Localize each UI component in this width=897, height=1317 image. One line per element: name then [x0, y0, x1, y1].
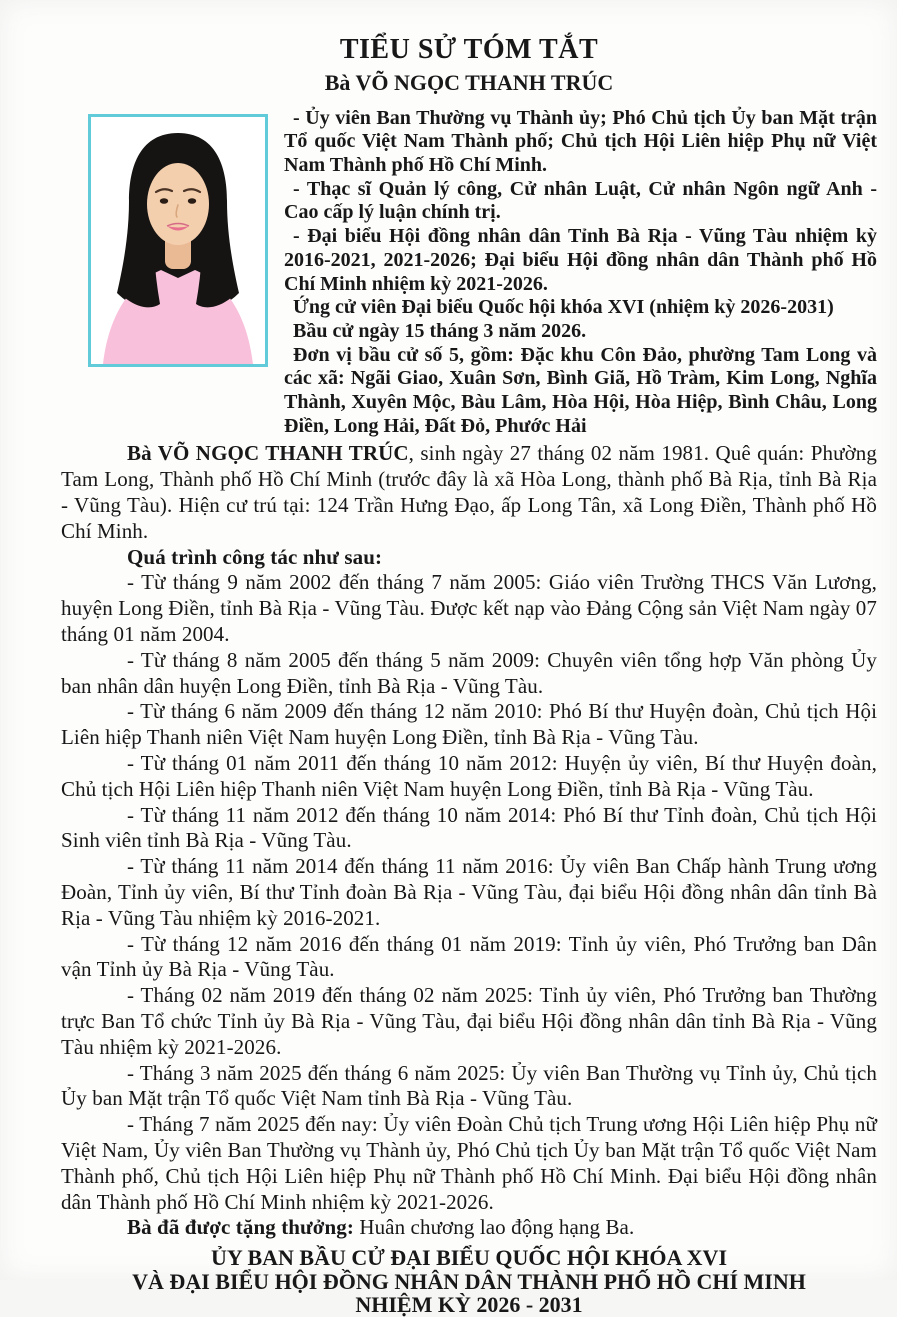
footer-line-committee: ỦY BAN BẦU CỬ ĐẠI BIỂU QUỐC HỘI KHÓA XVI	[210, 1245, 728, 1271]
award-text: Huân chương lao động hạng Ba.	[353, 1215, 635, 1240]
summary-item-constituency: Đơn vị bầu cử số 5, gồm: Đặc khu Côn Đảo, phường Tam Long và các xã: Ngãi Giao, Xuân Sơn, Bình Giã, Hồ Tràm, Kim Long, Nghĩa Thành, Xuyên Mộc, Bàu Lâm, Hòa Hội, Hòa Hiệp, Bình Châu, Long Điền, Long Hải, Đất Đỏ, Phước Hải	[284, 343, 877, 437]
career-item-2025a: - Tháng 3 năm 2025 đến tháng 6 năm 2025: Ủy viên Ban Thường vụ Tỉnh ủy, Chủ tịch Ủy ban Mặt trận Tổ quốc Việt Nam tỉnh Bà Rịa - Vũng Tàu.	[61, 1060, 877, 1111]
career-item-2012: - Từ tháng 11 năm 2012 đến tháng 10 năm 2014: Phó Bí thư Tỉnh đoàn, Chủ tịch Hội Sinh viên tỉnh Bà Rịa - Vũng Tàu.	[61, 802, 877, 853]
career-item-2005: - Từ tháng 8 năm 2005 đến tháng 5 năm 2009: Chuyên viên tổng hợp Văn phòng Ủy ban nhân dân huyện Long Điền, tỉnh Bà Rịa - Vũng Tàu.	[61, 647, 877, 698]
footer-line-term: NHIỆM KỲ 2026 - 2031	[355, 1292, 583, 1317]
career-item-2002: - Từ tháng 9 năm 2002 đến tháng 7 năm 2005: Giáo viên Trường THCS Văn Lương, huyện Long Điền, tỉnh Bà Rịa - Vũng Tàu. Được kết nạp vào Đảng Cộng sản Việt Nam ngày 07 tháng 01 năm 2004.	[61, 570, 877, 646]
eye-left	[160, 198, 168, 204]
bio-paragraph	[61, 441, 877, 544]
career-item-2016: - Từ tháng 12 năm 2016 đến tháng 01 năm 2019: Tỉnh ủy viên, Phó Trưởng ban Dân vận Tỉnh ủy Bà Rịa - Vũng Tàu.	[61, 931, 877, 982]
footer	[61, 1246, 877, 1317]
summary-item-education: - Thạc sĩ Quản lý công, Cử nhân Luật, Cử nhân Ngôn ngữ Anh - Cao cấp lý luận chính trị.	[284, 177, 877, 224]
summary-item-delegate: - Đại biểu Hội đồng nhân dân Tỉnh Bà Rịa - Vũng Tàu nhiệm kỳ 2016-2021, 2021-2026; Đại biểu Hội đồng nhân dân Thành phố Hồ Chí Minh nhiệm kỳ 2021-2026.	[284, 225, 877, 295]
candidate-name-heading: Bà VÕ NGỌC THANH TRÚC	[324, 70, 614, 96]
career-item-2011: - Từ tháng 01 năm 2011 đến tháng 10 năm 2012: Huyện ủy viên, Bí thư Huyện đoàn, Chủ tịch Hội Liên hiệp Thanh niên Việt Nam huyện Long Điền, tỉnh Bà Rịa - Vũng Tàu.	[61, 750, 877, 801]
summary-item-positions: - Ủy viên Ban Thường vụ Thành ủy; Phó Chủ tịch Ủy ban Mặt trận Tổ quốc Việt Nam Thành phố; Chủ tịch Hội Liên hiệp Phụ nữ Việt Nam Thành phố Hồ Chí Minh.	[284, 106, 877, 176]
bio-text: , sinh ngày 27 tháng 02 năm 1981. Quê quán: Phường Tam Long, Thành phố Hồ Chí Minh (trước đây là xã Hòa Long, thành phố Bà Rịa, tỉnh Bà Rịa - Vũng Tàu). Hiện cư trú tại: 124 Trần Hưng Đạo, ấp Long Tân, xã Long Điền, Thành phố Hồ Chí Minh.	[61, 441, 877, 543]
award-line	[61, 1215, 877, 1241]
summary-list	[284, 107, 877, 439]
eye-right	[188, 198, 196, 204]
bio-lead: Bà VÕ NGỌC THANH TRÚC	[127, 441, 409, 466]
award-lead: Bà đã được tặng thưởng:	[127, 1215, 354, 1240]
candidate-photo	[88, 114, 268, 367]
portrait-illustration	[91, 117, 265, 364]
career-item-2009: - Từ tháng 6 năm 2009 đến tháng 12 năm 2010: Phó Bí thư Huyện đoàn, Chủ tịch Hội Liên hiệp Thanh niên Việt Nam huyện Long Điền, tỉnh Bà Rịa - Vũng Tàu.	[61, 699, 877, 750]
career-heading: Quá trình công tác như sau:	[127, 544, 383, 569]
career-item-2019: - Tháng 02 năm 2019 đến tháng 02 năm 2025: Tỉnh ủy viên, Phó Trưởng ban Thường trực Ban Tổ chức Tỉnh ủy Bà Rịa - Vũng Tàu, đại biểu Hội đồng nhân dân tỉnh Bà Rịa - Vũng Tàu nhiệm kỳ 2021-2026.	[61, 983, 877, 1059]
face	[147, 163, 209, 245]
career-item-2014: - Từ tháng 11 năm 2014 đến tháng 11 năm 2016: Ủy viên Ban Chấp hành Trung ương Đoàn, Tỉnh ủy viên, Bí thư Tỉnh đoàn Bà Rịa - Vũng Tàu, đại biểu Hội đồng nhân dân tỉnh Bà Rịa - Vũng Tàu nhiệm kỳ 2016-2021.	[61, 854, 877, 930]
career-item-2025b: - Tháng 7 năm 2025 đến nay: Ủy viên Đoàn Chủ tịch Trung ương Hội Liên hiệp Phụ nữ Việt Nam, Ủy viên Ban Thường vụ Thành ủy, Phó Chủ tịch Ủy ban Mặt trận Tổ quốc Việt Nam Thành phố, Chủ tịch Hội Liên hiệp Phụ nữ Thành phố Hồ Chí Minh. Đại biểu Hội đồng nhân dân Thành phố Hồ Chí Minh nhiệm kỳ 2021-2026.	[61, 1112, 877, 1214]
summary-item-candidacy: Ứng cử viên Đại biểu Quốc hội khóa XVI (nhiệm kỳ 2026-2031)	[293, 296, 834, 319]
document-content	[61, 34, 877, 1317]
biography-body	[61, 441, 877, 1241]
top-section	[61, 107, 877, 439]
document-title: TIỂU SỬ TÓM TẮT	[339, 34, 599, 65]
footer-line-council: VÀ ĐẠI BIỂU HỘI ĐỒNG NHÂN DÂN THÀNH PHỐ HỒ CHÍ MINH	[132, 1268, 806, 1294]
summary-item-election-date: Bầu cử ngày 15 tháng 3 năm 2026.	[293, 319, 587, 342]
